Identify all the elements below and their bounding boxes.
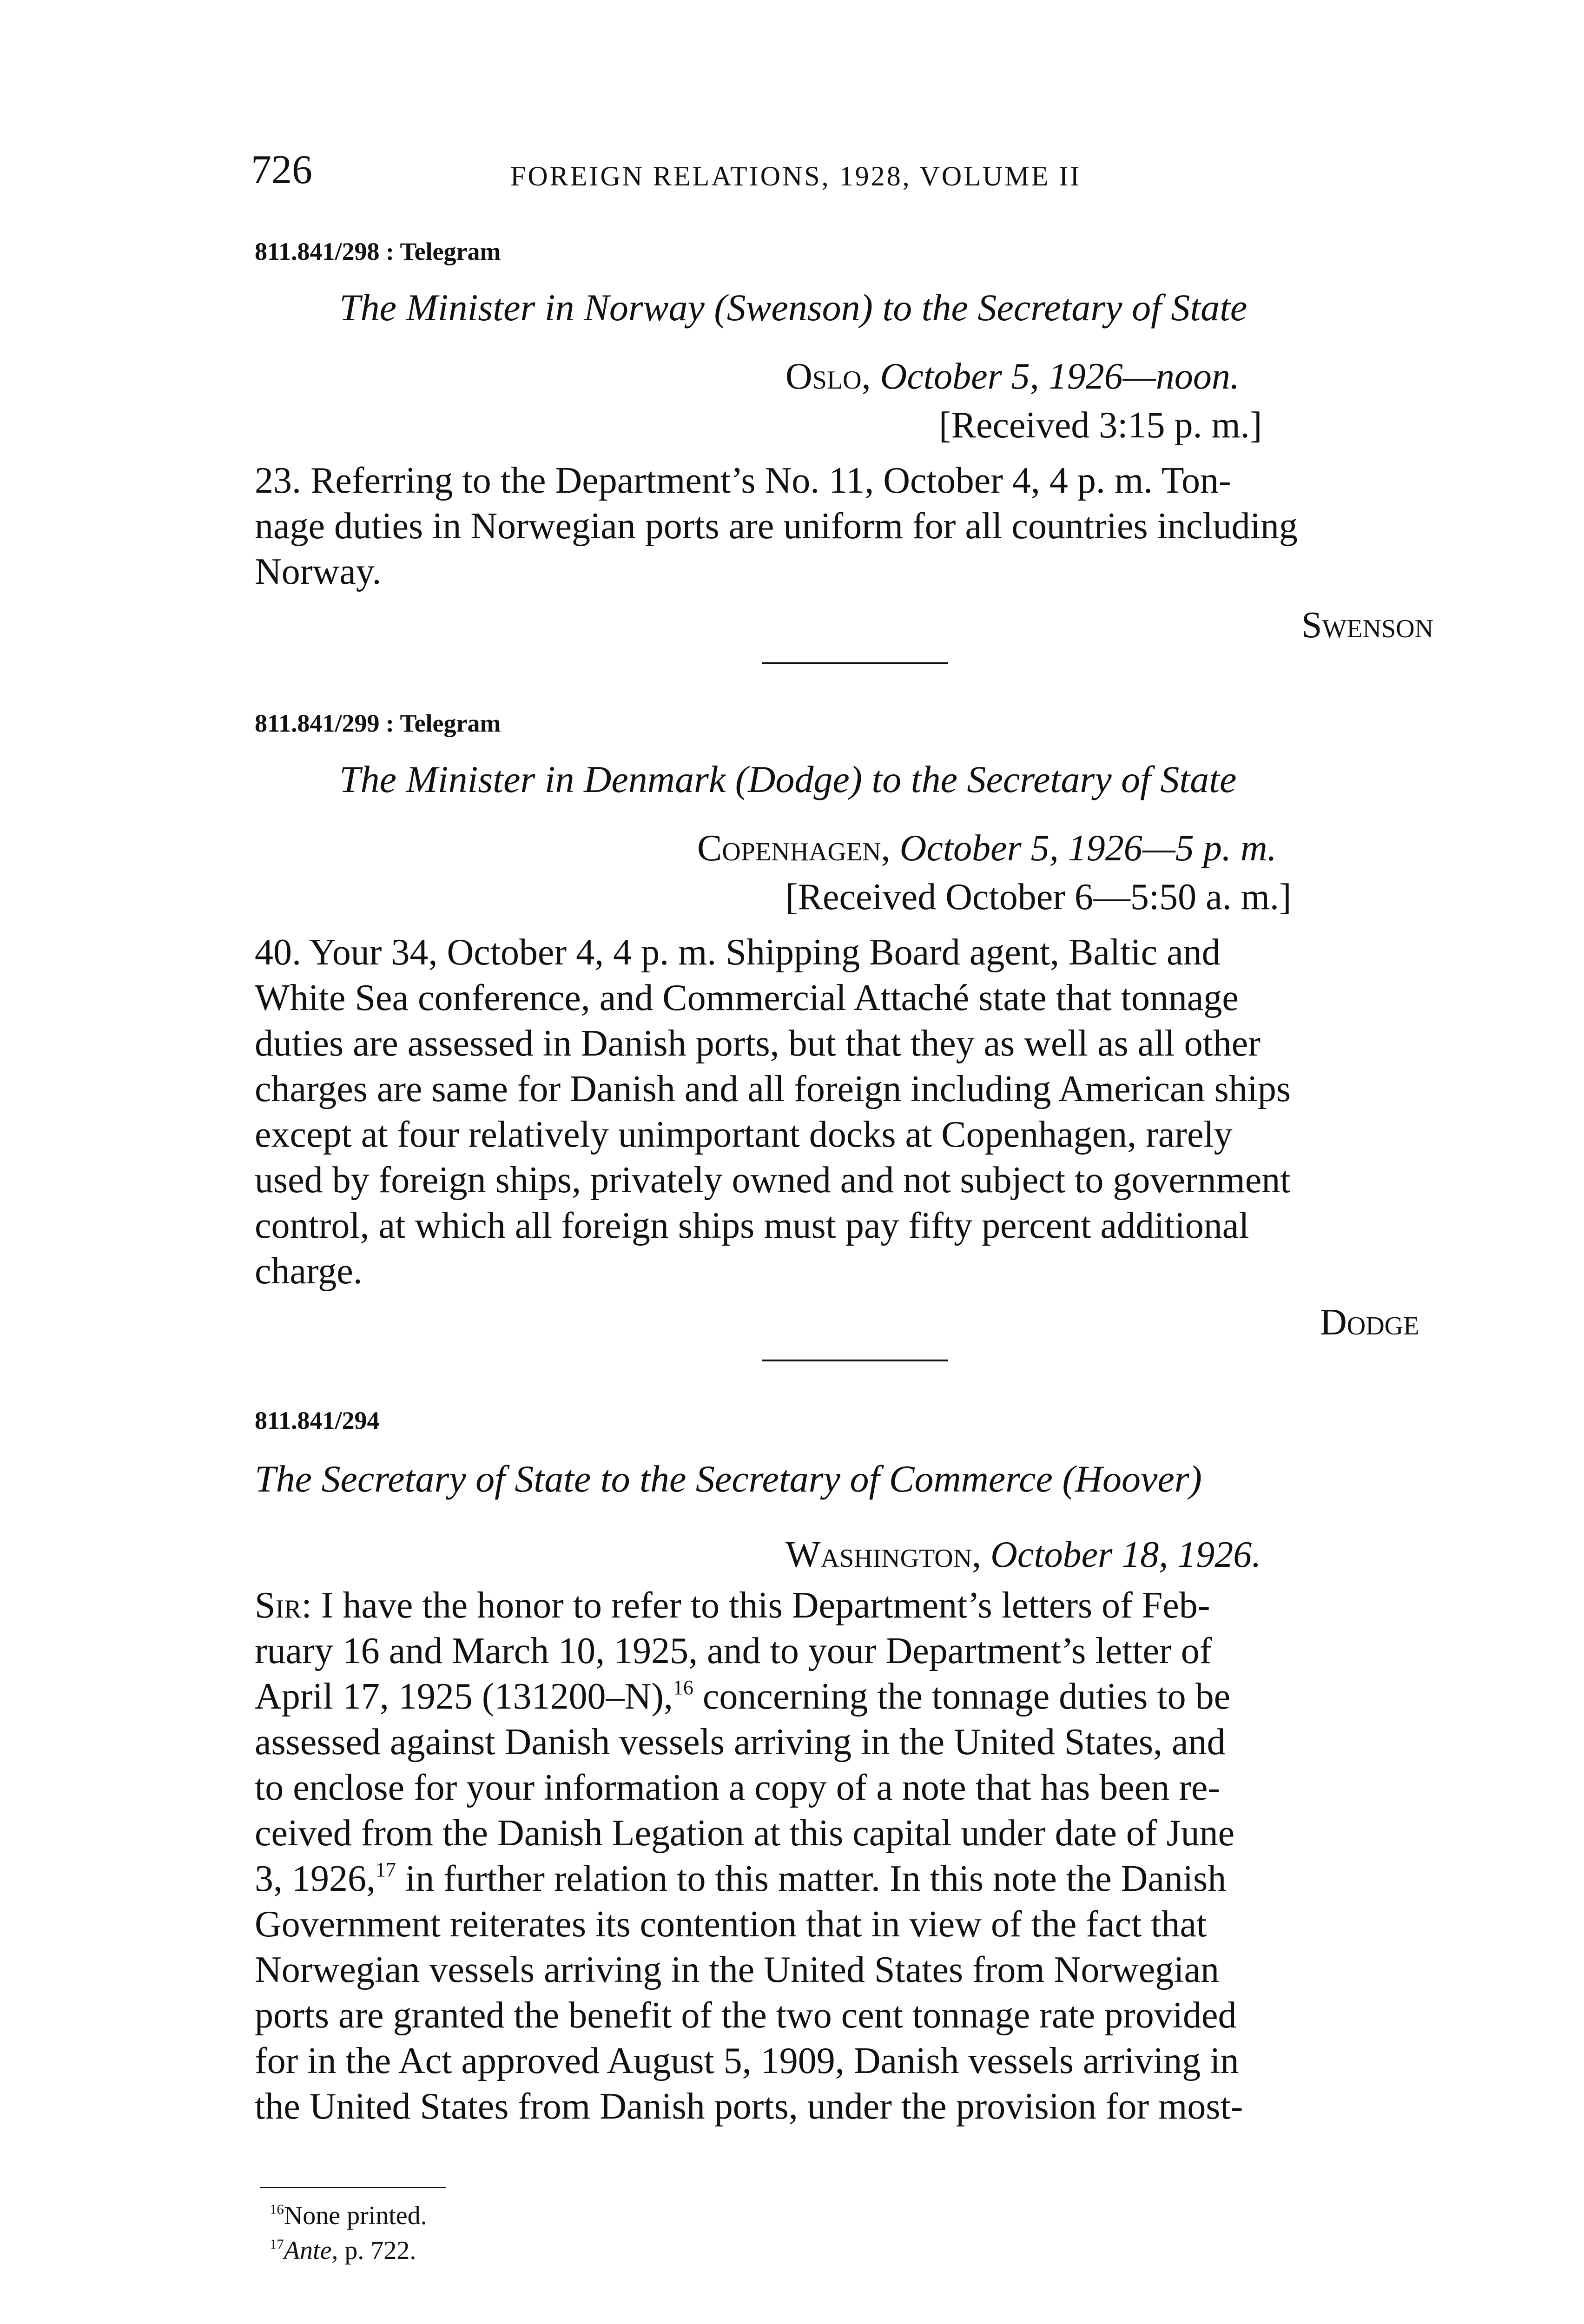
doc2-received: [Received October 6—5:50 a. m.] [785,877,1292,918]
footnote-ref: 17 [376,1858,396,1882]
doc3-dateline: Washington, October 18, 1926. [785,1534,1261,1575]
doc2-place: Copenhagen [697,828,881,869]
section-divider [762,1360,948,1361]
doc3-line: Norwegian vessels arriving in the United States from Norwegian [255,1949,1220,1990]
doc2-line: control, at which all foreign ships must pay fifty percent additional [255,1205,1249,1246]
footnote-divider [260,2187,446,2188]
running-title: FOREIGN RELATIONS, 1928, VOLUME II [510,161,1082,191]
doc3-line: ceived from the Danish Legation at this capital under date of June [255,1813,1235,1854]
salutation: Sir: [255,1585,312,1626]
doc1-line: 23. Referring to the Department’s No. 11, October 4, 4 p. m. Ton- [255,460,1231,501]
doc2-signature: Dodge [1320,1302,1419,1343]
doc2-date: October 5, 1926—5 p. m. [899,828,1277,869]
page-number: 726 [251,147,312,192]
doc3-line: for in the Act approved August 5, 1909, Danish vessels arriving in [255,2040,1239,2081]
doc2-line: charge. [255,1251,363,1292]
doc3-line: the United States from Danish ports, under the provision for most- [255,2086,1243,2127]
doc2-file-ref: 811.841/299 : Telegram [255,709,501,737]
footnote-ref: 16 [673,1676,693,1699]
doc3-line: ports are granted the benefit of the two cent tonnage rate provided [255,1995,1237,2036]
doc2-line: duties are assessed in Danish ports, but that they as well as all other [255,1023,1261,1064]
doc2-title: The Minister in Denmark (Dodge) to the Secretary of State [339,758,1237,800]
doc1-dateline: Oslo, October 5, 1926—noon. [785,356,1240,397]
doc1-date: October 5, 1926—noon. [880,356,1240,397]
doc2-line: 40. Your 34, October 4, 4 p. m. Shipping Board agent, Baltic and [255,932,1221,973]
footnote: $^{17}$Ante, p. 722. [270,2236,416,2265]
doc3-line: April 17, 1925 (131200–N),$^{16}$ concerning the tonnage duties to be [255,1676,1231,1717]
doc1-text [255,458,1298,594]
doc2-text [255,930,1291,1294]
doc1-line: Norway. [255,551,382,592]
doc3-line: Sir: I have the honor to refer to this Department’s letters of Feb- [255,1585,1210,1626]
doc1-received: [Received 3:15 p. m.] [939,405,1262,446]
doc2-line: except at four relatively unimportant docks at Copenhagen, rarely [255,1114,1233,1155]
doc3-date: October 18, 1926. [990,1534,1261,1575]
doc3-title: The Secretary of State to the Secretary of Commerce (Hoover) [255,1458,1202,1500]
doc2-line: charges are same for Danish and all foreign including American ships [255,1069,1291,1109]
doc2-line: used by foreign ships, privately owned and not subject to government [255,1160,1291,1201]
doc3-text [255,1583,1243,2129]
doc1-file-ref: 811.841/298 : Telegram [255,238,501,265]
doc2-line: White Sea conference, and Commercial Attaché state that tonnage [255,977,1239,1018]
doc1-signature: Swenson [1301,605,1434,646]
doc1-line: nage duties in Norwegian ports are uniform for all countries including [255,506,1298,547]
footnote-mark: 17 [270,2236,284,2252]
footnote: $^{16}$None printed. [270,2201,427,2230]
section-divider [762,662,948,664]
doc2-dateline: Copenhagen, October 5, 1926—5 p. m. [697,828,1277,869]
doc1-title: The Minister in Norway (Swenson) to the Secretary of State [339,286,1247,329]
doc3-place: Washington [785,1534,972,1575]
doc3-line: 3, 1926,17 in further relation to this matter. In this note the Danish [255,1858,1227,1899]
doc3-line: assessed against Danish vessels arriving in the United States, and [255,1722,1226,1763]
footnote-mark: 16 [270,2201,284,2218]
doc3-line: Government reiterates its contention that in view of the fact that [255,1904,1207,1945]
doc3-file-ref: 811.841/294 [255,1406,380,1434]
doc3-line: to enclose for your information a copy of a note that has been re- [255,1767,1221,1808]
doc3-line: ruary 16 and March 10, 1925, and to your Department’s letter of [255,1631,1212,1671]
doc1-place: Oslo [785,356,862,397]
